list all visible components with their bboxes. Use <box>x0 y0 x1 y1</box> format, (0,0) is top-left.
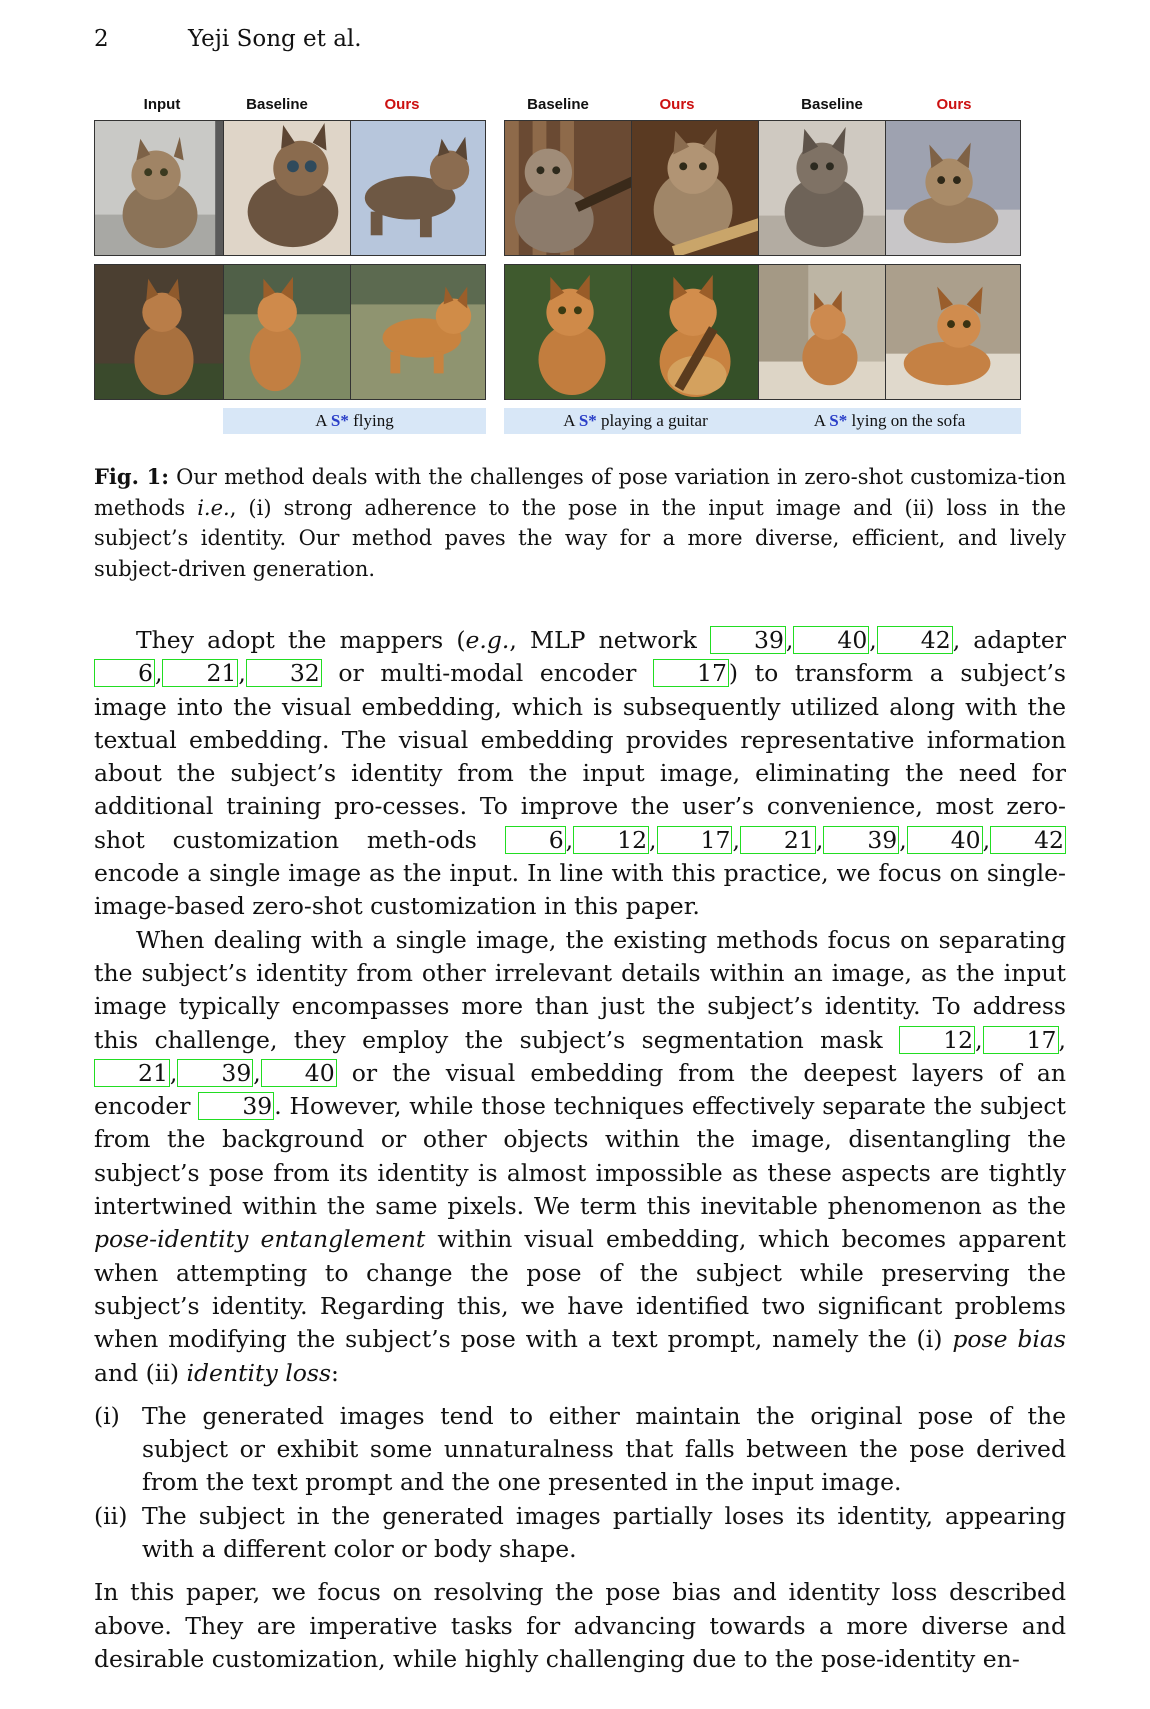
text: , MLP network <box>509 626 710 654</box>
baseline-image-sofa-tabby <box>758 264 894 400</box>
ours-image-guitar-kitten <box>631 120 767 256</box>
col-header-input: Input <box>143 96 181 113</box>
citation-link[interactable]: 6 <box>94 659 155 687</box>
paragraph-1: They adopt the mappers (e.g., MLP network 39, 40, 42, adapter 6, 21, 32 or multi-modal encoder 17) to transform a subject’s image into the visual embedding, which is subsequently utilized along with the textual embedding. The visual embedding provides representative information about the subject’s identity from the input image, eliminating the need for additional training pro-cesses. To improve the user’s convenience, most zero-shot customization meth-ods 6, 12, 17, 21, 39, 40, 42 encode a single image as the input. In line with this practice, we focus on single-image-based zero-shot customization in this paper. <box>94 626 1066 921</box>
prompt-suffix: flying <box>348 411 394 430</box>
baseline-image-flying-kitten <box>223 120 359 256</box>
list-item <box>94 1500 1066 1567</box>
prompt-prefix: A <box>315 411 331 430</box>
baseline-image-guitar-tabby <box>504 264 640 400</box>
figure-1 <box>94 96 1066 436</box>
prompt-token: S* <box>578 411 597 430</box>
col-header-ours-1: Ours <box>384 96 420 113</box>
text: within visual embedding, which becomes apparent when attempting to change the pose of the subject while preserving the subject’s identity. Regarding this, we have identified two significant problems when modifying the subject’s pose with a text prompt, namely the (i) <box>94 1225 1066 1354</box>
baseline-image-flying-tabby <box>223 264 359 400</box>
prompt-guitar <box>504 408 767 434</box>
baseline-image-guitar-kitten <box>504 120 640 256</box>
text-italic: pose bias <box>952 1325 1066 1354</box>
col-header-baseline-3: Baseline <box>801 96 863 113</box>
list-item <box>94 1400 1066 1500</box>
list-label: (ii) <box>94 1501 128 1530</box>
citation-link[interactable]: 21 <box>740 826 816 854</box>
citation-link[interactable]: 12 <box>899 1026 975 1054</box>
prompt-sofa <box>758 408 1021 434</box>
citation-link[interactable]: 39 <box>710 626 786 654</box>
list-text: The subject in the generated images partially loses its identity, appearing with a different color or body shape. <box>142 1501 1066 1564</box>
text: ) to transform a subject’s image into the visual embedding, which is subsequently utilized along with the textual embedding. The visual embedding provides representative information about the subject’s identity from the input image, eliminating the need for additional training pro-cesses. To improve the user’s convenience, most zero-shot customization meth-ods <box>94 659 1066 854</box>
citation-link[interactable]: 42 <box>990 826 1066 854</box>
input-image-tabby <box>94 264 230 400</box>
ours-image-flying-tabby <box>350 264 486 400</box>
citation-link[interactable]: 12 <box>573 826 649 854</box>
citation-link[interactable]: 39 <box>198 1092 274 1120</box>
prompt-prefix: A <box>813 411 830 430</box>
text-italic: pose-identity entanglement <box>94 1225 426 1254</box>
caption-text-1: Our method deals with the challenges of pose variation in zero-shot customiza-tion methods <box>94 465 1067 520</box>
text: They adopt the mappers ( <box>136 626 466 654</box>
text: When dealing with a single image, the existing methods focus on separating the subject’s identity from other irrelevant details within an image, as the input image typically encompasses more than just the subject’s identity. To address this challenge, they employ the subject’s segmentation mask <box>94 925 1066 1054</box>
text: encode a single image as the input. In line with this practice, we focus on single-image-based zero-shot customization in this paper. <box>94 859 1066 921</box>
prompt-suffix: lying on the sofa <box>847 411 966 430</box>
citation-link[interactable]: 42 <box>877 626 953 654</box>
col-header-baseline-1: Baseline <box>246 96 308 113</box>
prompt-token: S* <box>829 411 848 430</box>
paragraph-2: When dealing with a single image, the existing methods focus on separating the subject’s identity from other irrelevant details within an image, as the input image typically encompasses more than just the subject’s identity. To address this challenge, they employ the subject’s segmentation mask 12, 17,21, 39, 40 or the visual embedding from the deepest layers of an encoder 39. However, while those techniques effectively separate the subject from the background or other objects within the image, disentangling the subject’s pose from its identity is almost impossible as these aspects are tightly intertwined within the same pixels. We term this inevitable phenomenon as the pose-identity entanglement within visual embedding, which becomes apparent when attempting to change the pose of the subject while preserving the subject’s identity. Regarding this, we have identified two significant problems when modifying the subject’s pose with a text prompt, namely the (i) pose bias and (ii) identity loss: <box>94 925 1066 1387</box>
prompt-prefix: A <box>563 411 579 430</box>
caption-text-2: , (i) strong adherence to the pose in the input image and (ii) loss in the subject’s identity. Our method paves the way for a more diverse, efficient, and lively subject-driven generation. <box>94 495 1066 581</box>
text: . However, while those techniques effectively separate the subject from the background or other objects within the image, disentangling the subject’s pose from its identity is almost impossible as these aspects are tightly intertwined within the same pixels. We term this inevitable phenomenon as the <box>94 1092 1066 1221</box>
list-text: The generated images tend to either maintain the original pose of the subject or exhibit some unnaturalness that falls between the pose derived from the text prompt and the one presented in the input image. <box>142 1401 1066 1497</box>
paragraph-3: In this paper, we focus on resolving the pose bias and identity loss described above. They are imperative tasks for advancing towards a more diverse and desirable customization, while highly challenging due to the pose-identity en- <box>94 1578 1066 1673</box>
citation-link[interactable]: 21 <box>162 659 238 687</box>
baseline-image-sofa-kitten <box>758 120 894 256</box>
text: or the visual embedding from the deepest layers of an encoder <box>94 1058 1066 1121</box>
col-header-baseline-2: Baseline <box>527 96 589 113</box>
ours-image-flying-kitten <box>350 120 486 256</box>
problem-list <box>94 1400 1066 1566</box>
caption-label: Fig. 1: <box>94 464 170 489</box>
col-header-ours-3: Ours <box>936 96 972 113</box>
text: or multi-modal encoder <box>321 659 653 688</box>
caption-ie: i.e. <box>197 495 230 520</box>
citation-link[interactable]: 6 <box>505 826 566 854</box>
citation-link[interactable]: 39 <box>177 1059 253 1087</box>
citation-link[interactable]: 17 <box>657 826 733 854</box>
text: and (ii) <box>94 1358 187 1387</box>
citation-link[interactable]: 17 <box>653 659 729 687</box>
list-label: (i) <box>94 1401 120 1430</box>
input-image-kitten <box>94 120 230 256</box>
text: : <box>331 1358 339 1387</box>
running-authors: Yeji Song et al. <box>188 26 362 52</box>
citation-link[interactable]: 39 <box>823 826 899 854</box>
col-header-ours-2: Ours <box>659 96 695 113</box>
ours-image-guitar-tabby <box>631 264 767 400</box>
prompt-flying <box>223 408 486 434</box>
prompt-suffix: playing a guitar <box>596 411 708 430</box>
prompt-token: S* <box>330 411 349 430</box>
body-text <box>94 624 1066 1676</box>
citation-link[interactable]: 17 <box>983 1026 1059 1054</box>
ours-image-sofa-kitten <box>885 120 1021 256</box>
citation-link[interactable]: 40 <box>261 1059 337 1087</box>
text: , adapter <box>952 626 1066 654</box>
citation-link[interactable]: 32 <box>246 659 322 687</box>
ours-image-sofa-tabby <box>885 264 1021 400</box>
citation-link[interactable]: 40 <box>907 826 983 854</box>
text-italic: e.g. <box>465 626 510 654</box>
citation-link[interactable]: 21 <box>94 1059 170 1087</box>
text-italic: identity loss <box>186 1358 332 1387</box>
citation-link[interactable]: 40 <box>793 626 869 654</box>
figure-caption <box>94 462 1066 584</box>
page-number: 2 <box>94 26 109 52</box>
